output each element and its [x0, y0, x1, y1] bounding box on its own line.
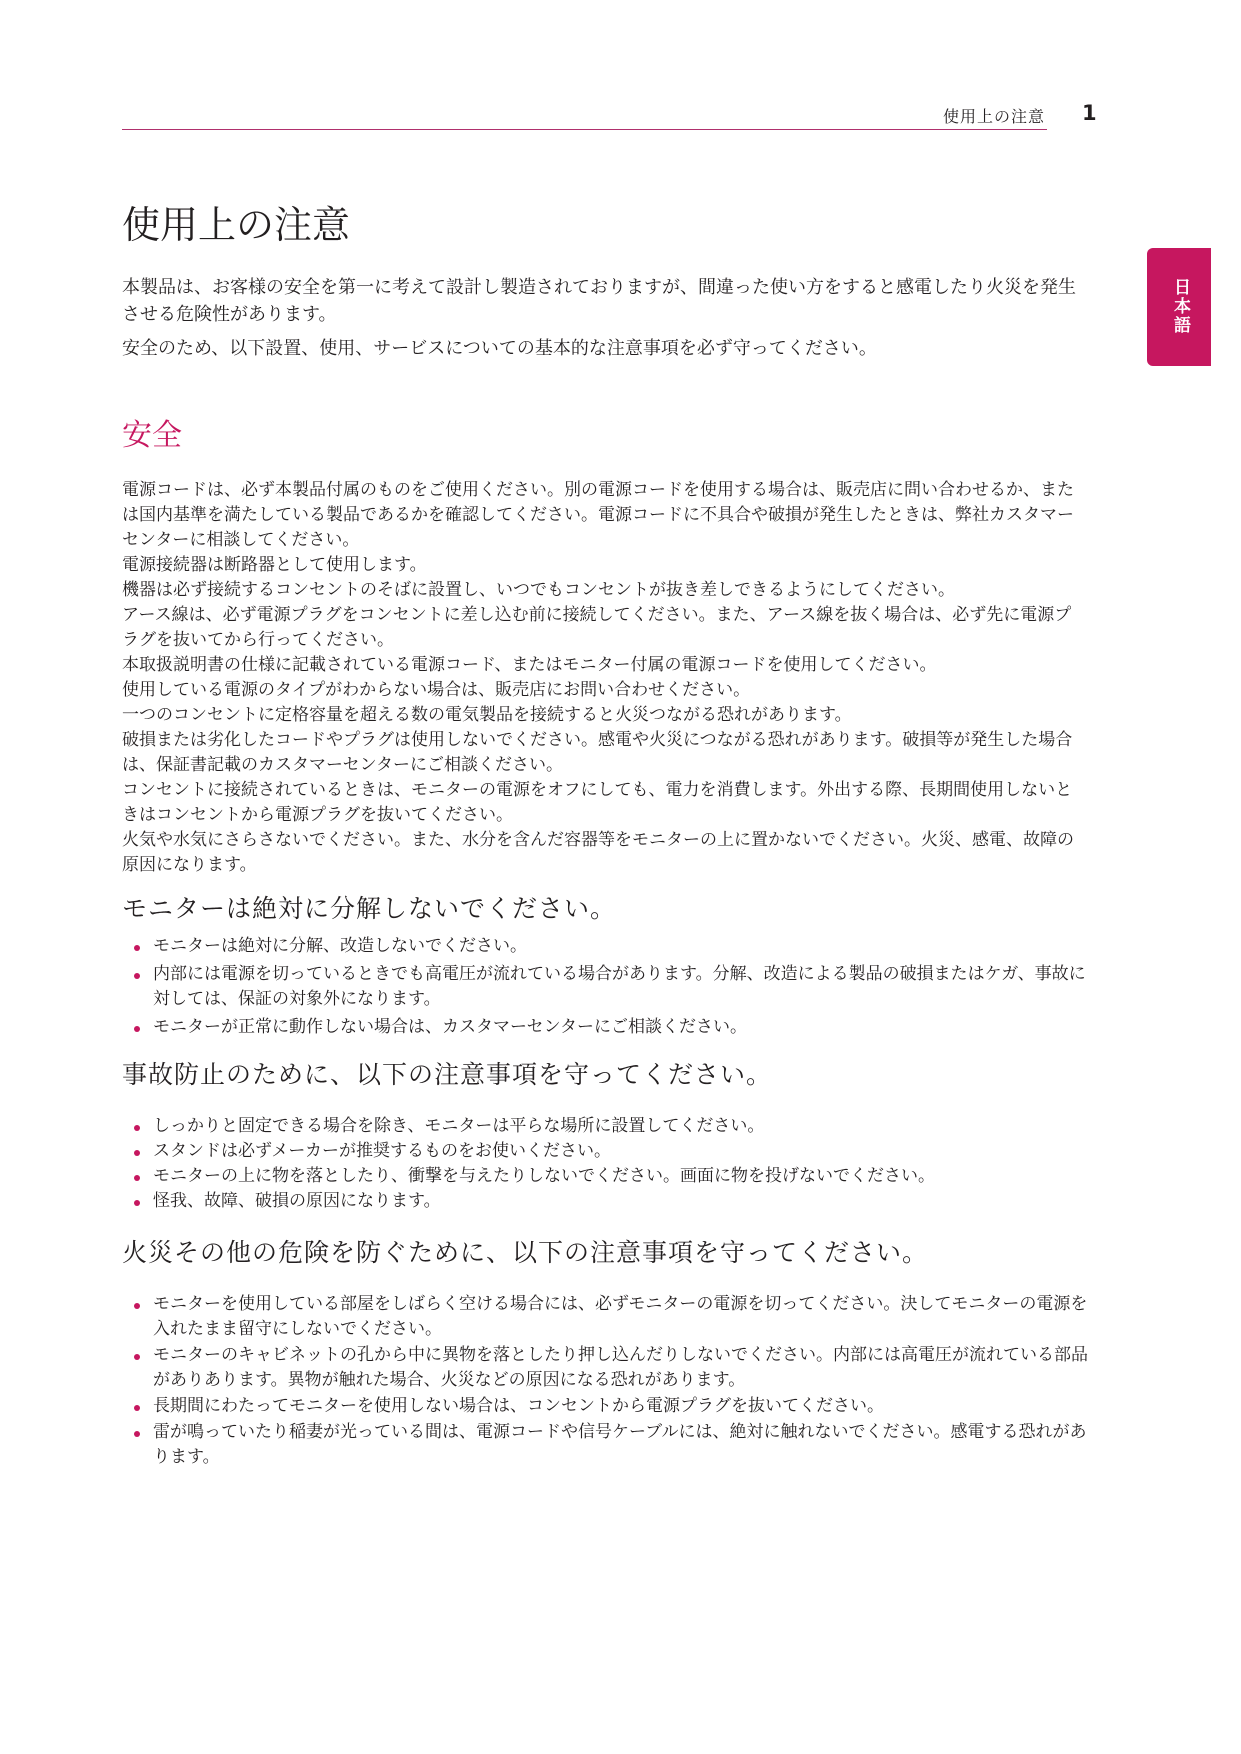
- intro-paragraph: 本製品は、お客様の安全を第一に考えて設計し製造されておりますが、間違った使い方をすると感電したり火災を発生させる危険性があります。: [122, 277, 1076, 325]
- list-item: スタンドは必ずメーカーが推奨するものをお使いください。: [122, 1139, 1092, 1164]
- safety-paragraph: 機器は必ず接続するコンセントのそばに設置し、いつでもコンセントが抜き差しできるようにしてください。: [122, 580, 955, 600]
- header-divider: [122, 129, 1047, 130]
- subsection-heading-fire-prevention: 火災その他の危険を防ぐために、以下の注意事項を守ってください。: [122, 1238, 929, 1267]
- safety-paragraph: 本取扱説明書の仕様に記載されている電源コード、またはモニター付属の電源コードを使用してください。: [122, 655, 937, 675]
- list-item: 怪我、故障、破損の原因になります。: [122, 1189, 1092, 1214]
- safety-paragraph: 電源接続器は断路器として使用します。: [122, 555, 427, 575]
- running-header-title: 使用上の注意: [942, 107, 1045, 126]
- intro-text: [122, 274, 1092, 362]
- list-item: 内部には電源を切っているときでも高電圧が流れている場合があります。分解、改造による製品の破損またはケガ、事故に対しては、保証の対象外になります。: [122, 962, 1092, 1012]
- list-item: 長期間にわたってモニターを使用しない場合は、コンセントから電源プラグを抜いてください。: [122, 1394, 1092, 1419]
- subsection-heading-disassembly: モニターは絶対に分解しないでください。: [122, 894, 617, 923]
- safety-paragraph: 電源コードは、必ず本製品付属のものをご使用ください。別の電源コードを使用する場合は、販売店に問い合わせるか、または国内基準を満たしている製品であるかを確認してください。電源コードに不具合や破損が発生したときは、弊社カスタマーセンターに相談してください。: [122, 480, 1074, 550]
- list-item: モニターのキャビネットの孔から中に異物を落としたり押し込んだりしないでください。内部には高電圧が流れている部品がありあります。異物が触れた場合、火災などの原因になる恐れがあります。: [122, 1343, 1092, 1393]
- safety-paragraph: 破損または劣化したコードやプラグは使用しないでください。感電や火災につながる恐れがあります。破損等が発生した場合は、保証書記載のカスタマーセンターにご相談ください。: [122, 730, 1073, 775]
- subsection-heading-accident-prevention: 事故防止のために、以下の注意事項を守ってください。: [122, 1060, 773, 1089]
- language-tab-label: 日本語: [1170, 278, 1190, 335]
- intro-paragraph: 安全のため、以下設置、使用、サービスについての基本的な注意事項を必ず守ってください。: [122, 338, 877, 359]
- document-body: [122, 200, 1092, 1471]
- page-title: 使用上の注意: [122, 203, 351, 247]
- section-heading-safety: 安全: [122, 418, 182, 453]
- safety-paragraph: コンセントに接続されているときは、モニターの電源をオフにしても、電力を消費します。外出する際、長期間使用しないときはコンセントから電源プラグを抜いてください。: [122, 780, 1073, 825]
- list-item: モニターの上に物を落としたり、衝撃を与えたりしないでください。画面に物を投げないでください。: [122, 1164, 1092, 1189]
- safety-paragraph: 火気や水気にさらさないでください。また、水分を含んだ容器等をモニターの上に置かないでください。火災、感電、故障の原因になります。: [122, 830, 1074, 875]
- list-item: しっかりと固定できる場合を除き、モニターは平らな場所に設置してください。: [122, 1114, 1092, 1139]
- list-item: モニターを使用している部屋をしばらく空ける場合には、必ずモニターの電源を切ってください。決してモニターの電源を入れたまま留守にしないでください。: [122, 1292, 1092, 1342]
- page-number: 1: [1082, 101, 1097, 125]
- safety-paragraph: 使用している電源のタイプがわからない場合は、販売店にお問い合わせください。: [122, 680, 751, 700]
- bullet-list-disassembly: [122, 934, 1092, 1040]
- list-item: モニターは絶対に分解、改造しないでください。: [122, 934, 1092, 959]
- safety-paragraph: 一つのコンセントに定格容量を超える数の電気製品を接続すると火災つながる恐れがあります。: [122, 705, 852, 725]
- safety-text: [122, 478, 1082, 878]
- list-item: モニターが正常に動作しない場合は、カスタマーセンターにご相談ください。: [122, 1015, 1092, 1040]
- bullet-list-fire-prevention: [122, 1292, 1092, 1470]
- list-item: 雷が鳴っていたり稲妻が光っている間は、電源コードや信号ケーブルには、絶対に触れないでください。感電する恐れがあります。: [122, 1420, 1092, 1470]
- safety-paragraph: アース線は、必ず電源プラグをコンセントに差し込む前に接続してください。また、アース線を抜く場合は、必ず先に電源プラグを抜いてから行ってください。: [122, 605, 1072, 650]
- bullet-list-accident-prevention: [122, 1114, 1092, 1214]
